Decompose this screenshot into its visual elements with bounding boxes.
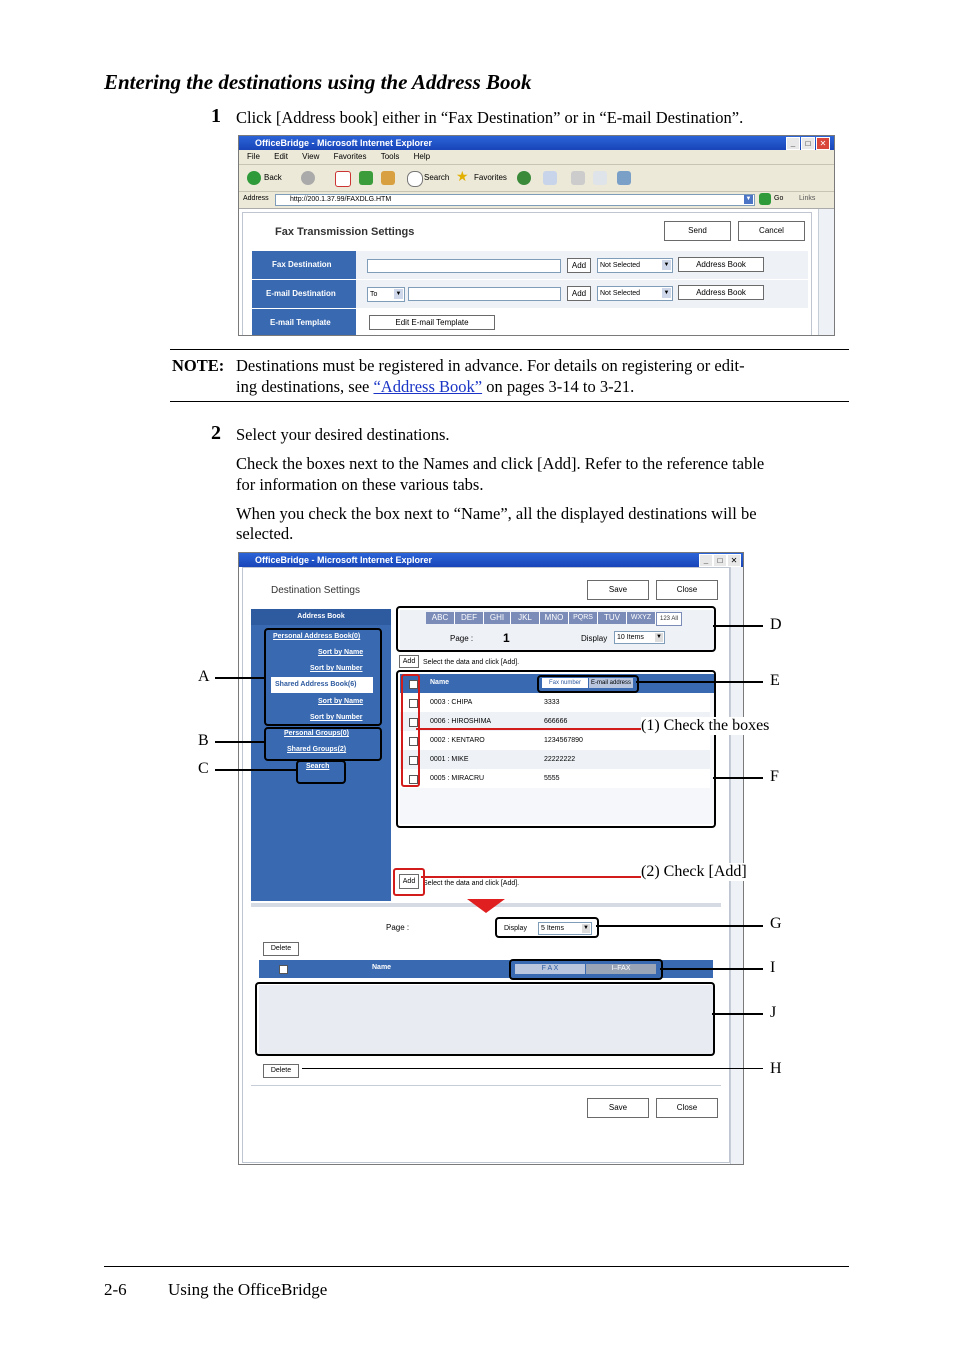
window-titlebar	[239, 553, 743, 567]
address-book-link[interactable]: “Address Book”	[373, 377, 483, 396]
maximize-icon[interactable]: □	[713, 554, 727, 567]
delete-button-bottom[interactable]: Delete	[263, 1064, 299, 1078]
back-arrow-icon[interactable]	[247, 171, 261, 185]
highlight-selected-area	[255, 982, 715, 1056]
personal-address-book-link[interactable]: Personal Address Book(0)	[273, 633, 361, 640]
note-bottom-rule	[170, 401, 849, 402]
callout-a: A	[198, 668, 210, 685]
footer-rule	[104, 1266, 849, 1267]
fax-add-button[interactable]: Add	[567, 258, 591, 273]
personal-sort-by-number-link[interactable]: Sort by Number	[310, 665, 363, 672]
fax-type-value: Not Selected	[600, 262, 641, 269]
row-number: 3333	[544, 699, 560, 706]
callout-c: C	[198, 760, 209, 777]
tab-all[interactable]: 123 All	[656, 612, 682, 626]
edit-icon[interactable]	[593, 171, 607, 185]
email-address-book-button[interactable]: Address Book	[678, 285, 764, 300]
step-1-number: 1	[211, 105, 221, 127]
section-heading: Entering the destinations using the Address Book	[104, 70, 532, 94]
note-text-post: on pages 3-14 to 3-21.	[482, 377, 635, 396]
search-icon[interactable]	[407, 171, 423, 187]
send-button[interactable]: Send	[664, 221, 731, 241]
leader-f	[713, 777, 763, 779]
address-bar	[239, 192, 834, 209]
email-type-value: Not Selected	[600, 290, 641, 297]
links-label[interactable]: Links	[799, 195, 816, 202]
footer-title: Using the OfficeBridge	[168, 1280, 328, 1299]
tab-ghi[interactable]: GHI	[484, 612, 511, 624]
email-to-select[interactable]	[367, 287, 405, 302]
leader-a	[215, 677, 265, 679]
ifax-tab[interactable]: I–FAX	[586, 964, 656, 974]
display-value: 10 Items	[617, 634, 644, 641]
callout-e: E	[770, 672, 780, 689]
close-icon[interactable]: ✕	[816, 137, 830, 150]
leader-j	[712, 1013, 763, 1015]
search-link[interactable]: Search	[306, 763, 330, 770]
row-name: 0003 : CHIPA	[430, 699, 473, 706]
tab-wxyz[interactable]: WXYZ	[627, 612, 656, 624]
stop-icon[interactable]	[335, 171, 351, 187]
highlight-address-book-links	[264, 628, 382, 726]
select-instruction-bottom: Select the data and click [Add].	[423, 880, 520, 887]
forward-arrow-icon[interactable]	[301, 171, 315, 185]
shared-sort-by-name-link[interactable]: Sort by Name	[318, 698, 364, 705]
note-label: NOTE:	[172, 356, 225, 375]
media-icon[interactable]	[517, 171, 531, 185]
row-number: 666666	[544, 718, 568, 725]
step-1-text: Click [Address book] either in “Fax Destination” or in “E-mail Destination”.	[236, 108, 744, 127]
email-template-label: E-mail Template	[252, 309, 356, 336]
tab-jkl[interactable]: JKL	[511, 612, 540, 624]
go-arrow-icon[interactable]	[759, 193, 771, 205]
leader-e	[636, 681, 763, 683]
address-value: http://200.1.37.99/FAXDLG.HTM	[290, 196, 392, 203]
chevron-down-icon: ▼	[395, 291, 402, 297]
highlight-search	[296, 760, 346, 784]
fax-destination-input[interactable]	[367, 259, 561, 273]
highlight-groups	[264, 727, 382, 761]
highlight-checkboxes	[401, 674, 420, 787]
email-address-tab[interactable]: E-mail address	[590, 680, 631, 686]
edit-email-template-button[interactable]: Edit E-mail Template	[369, 315, 495, 330]
callout-i: I	[770, 959, 776, 976]
leader-check-add	[421, 876, 642, 878]
window-titlebar	[239, 136, 834, 150]
fax-type-select[interactable]	[597, 258, 673, 273]
row-number: 1234567890	[544, 737, 583, 744]
highlight-display-lower	[495, 917, 599, 938]
minimize-icon[interactable]: _	[699, 554, 713, 567]
down-arrow-icon	[467, 899, 505, 913]
add-button-bottom[interactable]: Add	[399, 874, 419, 889]
scrollbar[interactable]	[818, 209, 834, 336]
page-label-lower: Page :	[386, 923, 410, 932]
chevron-down-icon: ▼	[663, 262, 670, 268]
tab-tuv[interactable]: TUV	[598, 612, 627, 624]
favorites-star-icon[interactable]: ★	[456, 168, 469, 184]
step-2-para1-line1: Check the boxes next to the Names and click [Add]. Refer to the reference table	[236, 454, 765, 473]
menu-bar	[239, 150, 834, 165]
browser-toolbar	[239, 165, 834, 192]
close-button-bottom[interactable]: Close	[656, 1098, 718, 1118]
chevron-down-icon[interactable]: ▼	[745, 196, 752, 202]
step-2-para1-line2: for information on these various tabs.	[236, 475, 484, 494]
select-instruction-top: Select the data and click [Add].	[423, 659, 520, 666]
chevron-down-icon: ▼	[583, 925, 589, 931]
row-name: 0006 : HIROSHIMA	[430, 718, 492, 725]
callout-d: D	[770, 616, 782, 633]
highlight-fax-ifax-tabs	[509, 959, 663, 980]
add-button-top[interactable]: Add	[399, 655, 419, 668]
menu-view[interactable]: View	[302, 152, 320, 161]
leader-d	[713, 625, 763, 627]
back-label[interactable]: Back	[264, 173, 282, 182]
step-2-text: Select your desired destinations.	[236, 425, 450, 444]
row-name: 0002 : KENTARO	[430, 737, 485, 744]
row-number: 5555	[544, 775, 560, 782]
step-2-number: 2	[211, 422, 221, 444]
page-content	[239, 209, 834, 336]
shared-sort-by-number-link[interactable]: Sort by Number	[310, 714, 363, 721]
page-value: 1	[503, 631, 510, 645]
display-label: Display	[581, 634, 608, 643]
fax-address-book-button[interactable]: Address Book	[678, 257, 764, 272]
chevron-down-icon: ▼	[656, 634, 662, 640]
page-title: Destination Settings	[271, 585, 360, 596]
maximize-icon[interactable]: □	[801, 137, 815, 150]
footer-page-number: 2-6	[104, 1280, 127, 1299]
leader-h	[302, 1068, 763, 1069]
close-button-top[interactable]: Close	[656, 580, 718, 600]
email-destination-input[interactable]	[408, 287, 561, 301]
personal-groups-link[interactable]: Personal Groups(0)	[284, 730, 349, 737]
fax-number-tab[interactable]: Fax number	[542, 678, 588, 688]
display-label-lower: Display	[504, 925, 527, 932]
tab-def[interactable]: DEF	[455, 612, 484, 624]
callout-j: J	[770, 1004, 777, 1021]
page-title: Fax Transmission Settings	[275, 226, 415, 238]
menu-tools[interactable]: Tools	[380, 152, 400, 161]
address-input[interactable]	[275, 194, 755, 206]
callout-h: H	[770, 1060, 782, 1077]
callout-check-add: (2) Check [Add]	[641, 863, 747, 880]
print-icon[interactable]	[571, 171, 585, 185]
leader-i	[660, 968, 763, 970]
leader-check-boxes	[416, 728, 642, 730]
row-name: 0005 : MIRACRU	[430, 775, 485, 782]
email-to-value: To	[370, 291, 378, 298]
menu-help[interactable]: Help	[413, 152, 431, 161]
tab-abc[interactable]: ABC	[426, 612, 455, 624]
menu-favorites[interactable]: Favorites	[333, 152, 367, 161]
save-button-bottom[interactable]: Save	[587, 1098, 649, 1118]
tab-mno[interactable]: MNO	[540, 612, 569, 624]
name-header: Name	[430, 679, 450, 686]
note-text-line2	[236, 376, 634, 397]
email-type-select[interactable]	[597, 286, 673, 301]
note-top-rule	[170, 349, 849, 350]
save-button-top[interactable]: Save	[587, 580, 649, 600]
row-number: 22222222	[544, 756, 576, 763]
messenger-icon[interactable]	[617, 171, 631, 185]
chevron-down-icon: ▼	[663, 290, 670, 296]
callout-check-boxes: (1) Check the boxes	[641, 717, 770, 734]
favorites-label[interactable]: Favorites	[474, 173, 507, 182]
screenshot-fax-settings	[238, 135, 835, 336]
menu-edit[interactable]: Edit	[274, 152, 288, 161]
highlight-tabs	[396, 606, 716, 652]
window-title: OfficeBridge - Microsoft Internet Explorer	[255, 555, 433, 565]
mail-icon[interactable]	[543, 171, 557, 185]
cancel-button[interactable]: Cancel	[738, 221, 805, 241]
menu-file[interactable]: File	[247, 152, 260, 161]
step-2-para2-line1: When you check the box next to “Name”, all the displayed destinations will be	[236, 504, 757, 523]
address-label: Address	[243, 195, 269, 202]
search-label[interactable]: Search	[424, 173, 450, 182]
fax-tab[interactable]: F A X	[515, 964, 585, 974]
personal-sort-by-name-link[interactable]: Sort by Name	[318, 649, 364, 656]
close-icon[interactable]: ✕	[727, 554, 741, 567]
leader-g	[596, 925, 763, 927]
window-title: OfficeBridge - Microsoft Internet Explorer	[255, 138, 433, 148]
step-2-para2-line2: selected.	[236, 524, 294, 543]
delete-button-top[interactable]: Delete	[263, 942, 299, 956]
leader-c	[215, 769, 297, 771]
minimize-icon[interactable]: _	[786, 137, 800, 150]
tab-pqrs[interactable]: PQRS	[569, 612, 598, 624]
shared-groups-link[interactable]: Shared Groups(2)	[287, 746, 347, 753]
email-destination-label: E-mail Destination	[252, 280, 356, 308]
select-all-checkbox-lower[interactable]	[279, 965, 288, 974]
refresh-icon[interactable]	[359, 171, 373, 185]
home-icon[interactable]	[381, 171, 395, 185]
highlight-list	[396, 670, 716, 828]
display-value-lower: 5 Items	[541, 925, 564, 932]
address-book-header: Address Book	[251, 609, 391, 625]
note-text-line1: Destinations must be registered in advance. For details on registering or edit-	[236, 356, 745, 375]
row-name: 0001 : MIKE	[430, 756, 469, 763]
note-text-pre: ing destinations, see	[236, 377, 374, 396]
page-label: Page :	[450, 634, 474, 643]
fax-destination-label: Fax Destination	[252, 251, 356, 279]
email-add-button[interactable]: Add	[567, 286, 591, 301]
name-header-lower: Name	[372, 964, 392, 971]
callout-b: B	[198, 732, 209, 749]
go-label[interactable]: Go	[774, 195, 784, 202]
footer-divider	[251, 1085, 721, 1086]
highlight-add-button	[393, 868, 425, 896]
callout-f: F	[770, 768, 779, 785]
shared-address-book-item[interactable]: Shared Address Book(6)	[271, 677, 373, 693]
callout-g: G	[770, 915, 782, 932]
leader-b	[215, 741, 265, 743]
